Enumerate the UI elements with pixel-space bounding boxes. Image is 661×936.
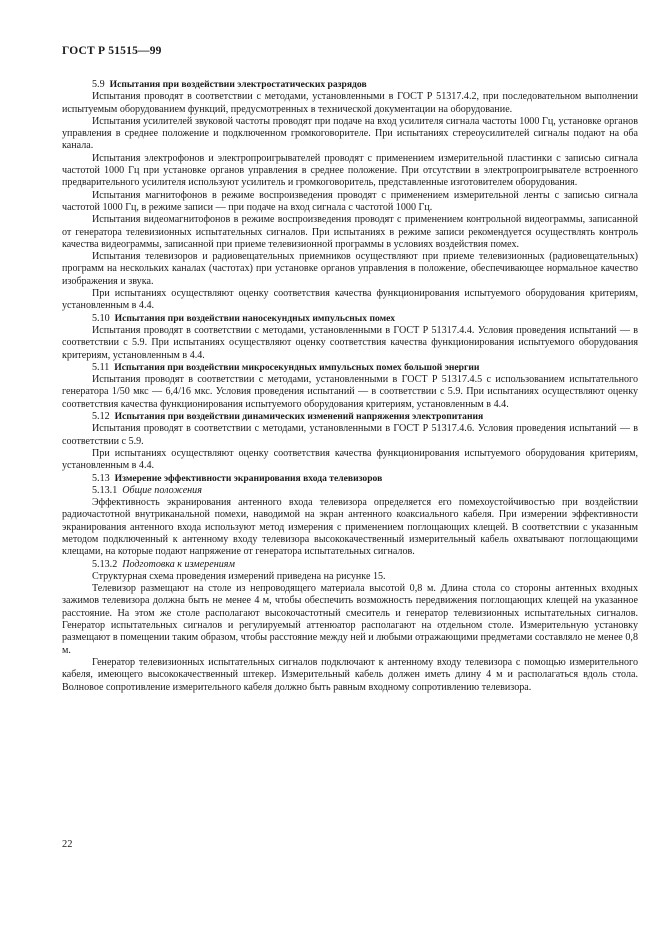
paragraph: При испытаниях осуществляют оценку соответствия качества функционирования испытуемого оборудования критериям, установленным в 4.4.: [62, 447, 638, 472]
section-number: 5.10: [92, 312, 110, 324]
section-heading: [62, 362, 638, 374]
paragraph: Эффективность экранирования антенного входа телевизора определяется его помехоустойчивостью при воздействии радиочастотной внутриканальной помехи, наводимой на экран антенного коаксиального кабеля. При измерении эффективности экранирования антенного входа используют метод измерения с применением поглощающих клещей. В соответствии с указанным методом подключенный к антенному входу телевизора высококачественный измерительный кабель охватывают поглощающими клещами, на которые подают напряжение от генератора испытательных сигналов.: [62, 497, 638, 558]
section-title: Испытания при воздействии электростатических разрядов: [109, 79, 367, 90]
paragraph: Телевизор размещают на столе из непроводящего материала высотой 0,8 м. Длина стола со стороны антенных входных зажимов телевизора должна быть не менее 4 м, чтобы обеспечить возможность передвижения поглощающих клещей на указанное расстояние. На этом же столе располагают высокочастотный смеситель и генератор телевизионных испытательных сигналов. Генератор испытательных сигналов и регулируемый аттенюатор располагают на отдельном столе. Измерительную установку размещают в помещении таким образом, чтобы расстояние между ней и любыми отражающими предметами составляло не менее 0,8 м.: [62, 583, 638, 656]
section-title: Измерение эффективности экранирования входа телевизоров: [114, 472, 383, 484]
paragraph: Испытания видеомагнитофонов в режиме воспроизведения проводят с применением контрольной видеограммы, записанной от генератора телевизионных испытательных сигналов. При испытаниях в режиме записи рекомендуется осуществлять контроль качества видеограммы, записанной при приеме телевизионной программы в условиях воздействия помех.: [62, 214, 638, 250]
paragraph: Испытания магнитофонов в режиме воспроизведения проводят с применением измерительной ленты с записью сигнала частотой 1000 Гц, в режиме записи — при подаче на вход сигнала с частотой 1000 Гц.: [62, 189, 638, 213]
section-title: Испытания при воздействии наносекундных импульсных помех: [114, 312, 395, 324]
section-title: Подготовка к измерениям: [122, 558, 235, 570]
paragraph: Испытания проводят в соответствии с методами, установленными в ГОСТ Р 51317.4.6. Условия проведения испытаний — в соответствии с 5.9.: [62, 423, 638, 447]
paragraph: Генератор телевизионных испытательных сигналов подключают к антенному входу телевизора с помощью измерительного кабеля, имеющего высококачественный штекер. Измерительный кабель должен иметь длину 4 м и располагаться вдоль стола. Волновое сопротивление измерительного кабеля должно быть равным входному сопротивлению телевизора.: [62, 656, 638, 693]
section-heading: [62, 473, 638, 485]
paragraph: Структурная схема проведения измерений приведена на рисунке 15.: [92, 570, 386, 582]
subsection-heading: [62, 559, 638, 571]
section-title: Испытания при воздействии микросекундных импульсных помех большой энергии: [114, 361, 480, 373]
paragraph: Испытания усилителей звуковой частоты проводят при подаче на вход усилителя сигнала частоты 1000 Гц, установке органов управления в среднее положение и подключенном громкоговорителе. При испытаниях стереоусилителей сигналы подают на оба канала.: [62, 115, 638, 152]
section-number: 5.12: [92, 411, 110, 423]
section-title: Общие положения: [122, 484, 202, 496]
section-heading: [62, 411, 638, 423]
page-number: 22: [62, 839, 73, 850]
paragraph: Испытания электрофонов и электропроигрывателей проводят с применением измерительной пластинки с записью сигнала частотой 1000 Гц при установке органов управления в среднее положение. При отсутствии в электропроигрывателе встроенного предварительного усилителя используют усилитель и громкоговоритель, представленные изготовителем оборудования.: [62, 152, 638, 189]
section-heading: [62, 313, 638, 325]
subsection-heading: [62, 485, 638, 497]
document-code-header: ГОСТ Р 51515—99: [62, 45, 162, 57]
section-number: 5.13: [92, 472, 110, 484]
paragraph: При испытаниях осуществляют оценку соответствия качества функционирования испытуемого оборудования критериям, установленным в 4.4.: [62, 288, 638, 312]
section-number: 5.9: [92, 79, 105, 90]
paragraph: Испытания телевизоров и радиовещательных приемников осуществляют при приеме телевизионных (радиовещательных) программ на нескольких каналах (частотах) при установке органов управления в положение, обеспечивающее нормальное качество изображения и звука.: [62, 251, 638, 287]
section-number: 5.13.2: [92, 558, 118, 570]
paragraph: Испытания проводят в соответствии с методами, установленными в ГОСТ Р 51317.4.4. Условия проведения испытаний — в соответствии с 5.9. При испытаниях осуществляют оценку соответствия качества функционирования испытуемого оборудования критериям, установленным в 4.4.: [62, 324, 638, 361]
section-heading: [62, 79, 638, 91]
paragraph: Испытания проводят в соответствии с методами, установленными в ГОСТ Р 51317.4.5 с использованием испытательного генератора 1/50 мкс — 6,4/16 мкс. Условия проведения испытаний — в соответствии с 5.9. При испытаниях осуществляют оценку соответствия качества функционирования испытуемого оборудования критериям, установленным в 4.4.: [62, 374, 638, 410]
section-number: 5.13.1: [92, 484, 118, 496]
section-number: 5.11: [92, 361, 110, 373]
section-title: Испытания при воздействии динамических изменений напряжения электропитания: [114, 411, 484, 423]
document-body: [62, 79, 638, 694]
paragraph: Испытания проводят в соответствии с методами, установленными в ГОСТ Р 51317.4.2, при последовательном выполнении испытуемым оборудованием функций, предусмотренных в технической документации на оборудование.: [62, 91, 638, 115]
